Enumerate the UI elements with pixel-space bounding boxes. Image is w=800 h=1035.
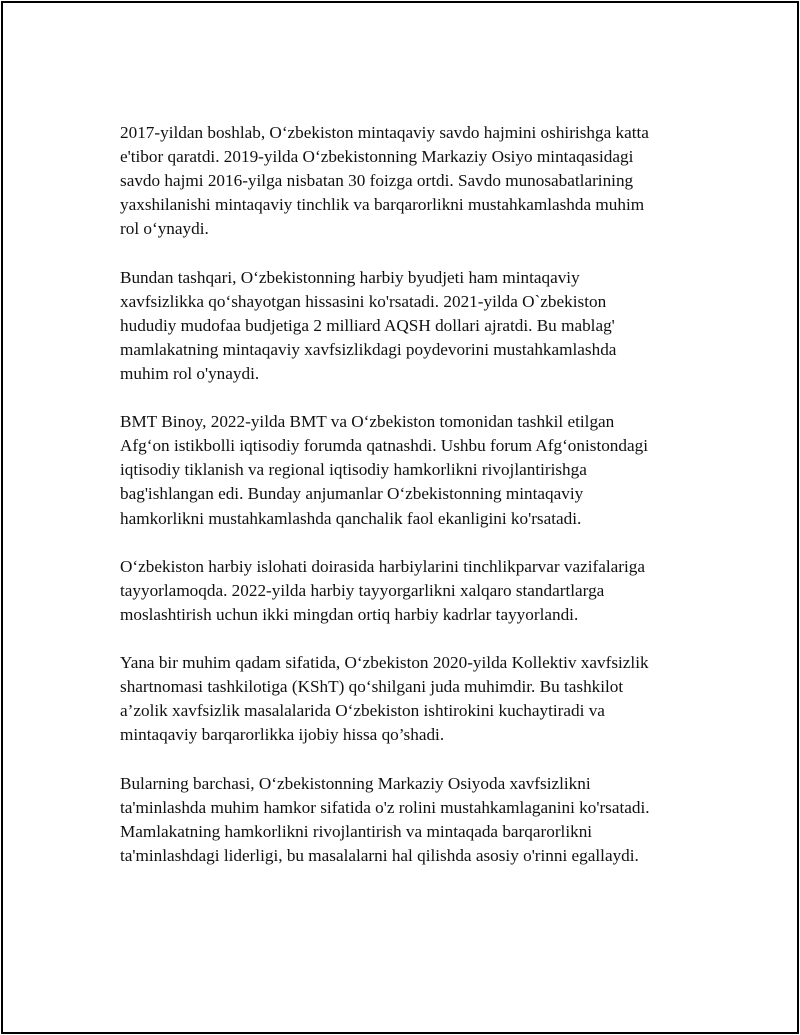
paragraph-3	[120, 410, 720, 530]
text-line: BMT Binoy, 2022-yilda BMT va O‘zbekiston tomonidan tashkil etilgan	[120, 412, 615, 432]
text-line: mintaqaviy barqarorlikka ijobiy hissa qo’shadi.	[120, 725, 445, 745]
text-line: ta'minlashdagi liderligi, bu masalalarni hal qilishda asosiy o'rinni egallaydi.	[120, 845, 639, 865]
text-line: tayyorlamoqda. 2022-yilda harbiy tayyorgarlikni xalqaro standartlarga	[120, 580, 605, 600]
paragraph-1	[120, 121, 720, 241]
text-line: yaxshilanishi mintaqaviy tinchlik va barqarorlikni mustahkamlashda muhim	[120, 195, 645, 215]
document-body	[120, 121, 720, 868]
text-line: hududiy mudofaa budjetiga 2 milliard AQSH dollari ajratdi. Bu mablag'	[120, 315, 615, 335]
text-line: a’zolik xavfsizlik masalalarida O‘zbekiston ishtirokini kuchaytiradi va	[120, 701, 605, 721]
text-line: savdo hajmi 2016-yilga nisbatan 30 foizga ortdi. Savdo munosabatlarining	[120, 171, 634, 191]
paragraph-6	[120, 772, 720, 868]
text-line: muhim rol o'ynaydi.	[120, 363, 260, 383]
paragraph-5	[120, 651, 720, 747]
text-line: e'tibor qaratdi. 2019-yilda O‘zbekistonning Markaziy Osiyo mintaqasidagi	[120, 147, 634, 167]
text-line: moslashtirish uchun ikki mingdan ortiq harbiy kadrlar tayyorlandi.	[120, 604, 579, 624]
text-line: Bularning barchasi, O‘zbekistonning Markaziy Osiyoda xavfsizlikni	[120, 773, 591, 793]
paragraph-4	[120, 555, 720, 627]
text-line: xavfsizlikka qo‘shayotgan hissasini ko'rsatadi. 2021-yilda O`zbekiston	[120, 291, 607, 311]
text-line: Yana bir muhim qadam sifatida, O‘zbekiston 2020-yilda Kollektiv xavfsizlik	[120, 653, 649, 673]
text-line: Bundan tashqari, O‘zbekistonning harbiy byudjeti ham mintaqaviy	[120, 267, 580, 287]
text-line: ta'minlashda muhim hamkor sifatida o'z rolini mustahkamlaganini ko'rsatadi.	[120, 797, 650, 817]
paragraph-2	[120, 266, 720, 386]
text-line: iqtisodiy tiklanish va regional iqtisodiy hamkorlikni rivojlantirishga	[120, 460, 587, 480]
text-line: O‘zbekiston harbiy islohati doirasida harbiylarini tinchlikparvar vazifalariga	[120, 556, 645, 576]
text-line: Mamlakatning hamkorlikni rivojlantirish va mintaqada barqarorlikni	[120, 821, 593, 841]
text-line: shartnomasi tashkilotiga (KShT) qo‘shilgani juda muhimdir. Bu tashkilot	[120, 677, 624, 697]
text-line: Afg‘on istikbolli iqtisodiy forumda qatnashdi. Ushbu forum Afg‘onistondagi	[120, 436, 648, 456]
text-line: bag'ishlangan edi. Bunday anjumanlar O‘zbekistonning mintaqaviy	[120, 484, 584, 504]
text-line: 2017-yildan boshlab, O‘zbekiston mintaqaviy savdo hajmini oshirishga katta	[120, 123, 649, 142]
text-line: mamlakatning mintaqaviy xavfsizlikdagi poydevorini mustahkamlashda	[120, 339, 617, 359]
text-line: rol o‘ynaydi.	[120, 219, 209, 239]
page-frame	[1, 1, 799, 1034]
text-line: hamkorlikni mustahkamlashda qanchalik faol ekanligini ko'rsatadi.	[120, 508, 582, 528]
